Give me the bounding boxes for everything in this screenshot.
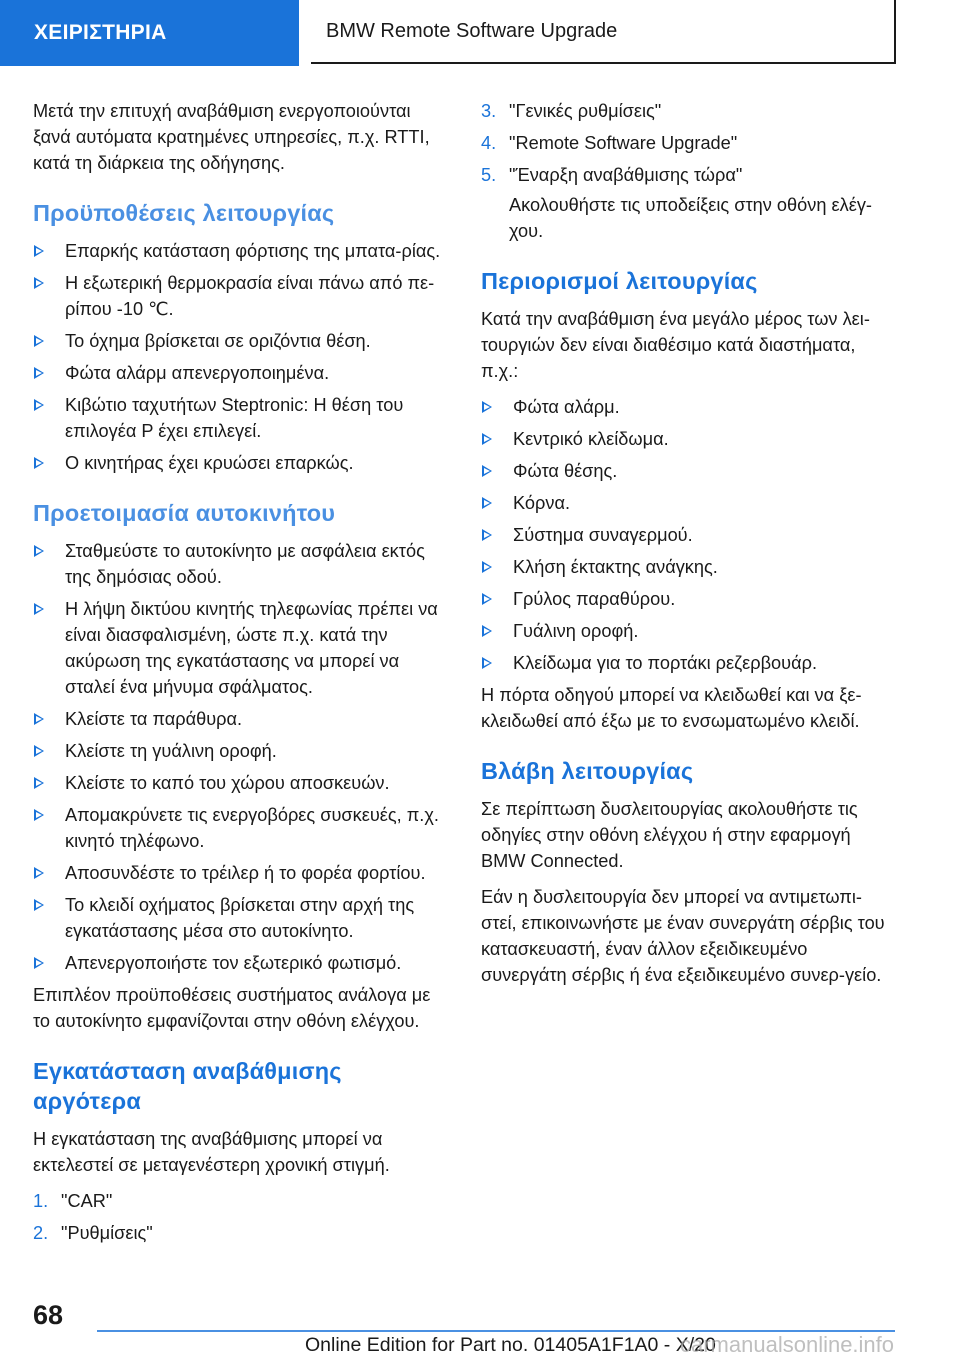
- list-item: Κλείστε τα παράθυρα.: [33, 706, 448, 732]
- step-number: 3.: [481, 101, 497, 121]
- triangle-bullet-icon: [482, 625, 492, 637]
- triangle-bullet-icon: [34, 899, 44, 911]
- triangle-bullet-icon: [482, 401, 492, 413]
- step-follow-text: Ακολουθήστε τις υποδείξεις στην οθόνη ελέγ‐χου.: [509, 195, 872, 241]
- step-number: 2.: [33, 1223, 49, 1243]
- list-item: Η εξωτερική θερμοκρασία είναι πάνω από πε‐ρίπου -10 ℃.: [33, 270, 448, 322]
- step-item: 3. "Γενικές ρυθμίσεις": [481, 98, 896, 124]
- section-tab: [0, 0, 299, 66]
- list-item: Φώτα αλάρμ.: [481, 394, 896, 420]
- chapter-title: BMW Remote Software Upgrade: [326, 19, 618, 42]
- heading-prerequisites: Προϋποθέσεις λειτουργίας: [33, 200, 335, 226]
- watermark: carmanualsonline.info: [680, 1332, 895, 1357]
- fault-paragraph-1: Σε περίπτωση δυσλειτουργίας ακολουθήστε τις οδηγίες στην οθόνη ελέγχου ή στην εφαρμογή BMW Connected.: [481, 799, 858, 871]
- limits-intro: Κατά την αναβάθμιση ένα μεγάλο μέρος των λει‐τουργιών δεν είναι διαθέσιμο κατά διαστήματα, π.χ.:: [481, 309, 870, 381]
- preparation-list: [33, 538, 448, 976]
- list-item: Αποσυνδέστε το τρέιλερ ή το φορέα φορτίου.: [33, 860, 448, 886]
- list-item: Σταθμεύστε το αυτοκίνητο με ασφάλεια εκτός της δημόσιας οδού.: [33, 538, 448, 590]
- intro-paragraph: Μετά την επιτυχή αναβάθμιση ενεργοποιούνται ξανά αυτόματα κρατημένες υπηρεσίες, π.χ. RTTI, κατά τη διάρκεια της οδήγησης.: [33, 101, 430, 173]
- heading-preparation: Προετοιμασία αυτοκινήτου: [33, 500, 336, 526]
- steps-list-left: [33, 1188, 448, 1246]
- heading-limits: Περιορισμοί λειτουργίας: [481, 268, 758, 294]
- triangle-bullet-icon: [34, 277, 44, 289]
- list-item: Κλείστε τη γυάλινη οροφή.: [33, 738, 448, 764]
- limits-list: [481, 394, 896, 676]
- list-item: Γρύλος παραθύρου.: [481, 586, 896, 612]
- steps-list-right: [481, 98, 896, 188]
- section-title: ΧΕΙΡΙΣΤΗΡΙΑ: [34, 21, 167, 44]
- step-item: 5. "Έναρξη αναβάθμισης τώρα": [481, 162, 896, 188]
- triangle-bullet-icon: [34, 367, 44, 379]
- triangle-bullet-icon: [34, 745, 44, 757]
- triangle-bullet-icon: [482, 433, 492, 445]
- triangle-bullet-icon: [482, 529, 492, 541]
- list-item: Φώτα αλάρμ απενεργοποιημένα.: [33, 360, 448, 386]
- list-item: Απενεργοποιήστε τον εξωτερικό φωτισμό.: [33, 950, 448, 976]
- triangle-bullet-icon: [34, 957, 44, 969]
- list-item: Ο κινητήρας έχει κρυώσει επαρκώς.: [33, 450, 448, 476]
- right-column: [481, 98, 896, 998]
- step-item: 1. "CAR": [33, 1188, 448, 1214]
- triangle-bullet-icon: [482, 561, 492, 573]
- list-item: Απομακρύνετε τις ενεργοβόρες συσκευές, π.χ. κινητό τηλέφωνο.: [33, 802, 448, 854]
- left-column: [33, 98, 448, 1252]
- footer-edition: Online Edition for Part no. 01405A1F1A0 - X/20: [305, 1334, 716, 1356]
- step-number: 5.: [481, 165, 497, 185]
- list-item: Κλείδωμα για το πορτάκι ρεζερβουάρ.: [481, 650, 896, 676]
- fault-paragraph-2: Εάν η δυσλειτουργία δεν μπορεί να αντιμετωπι‐στεί, επικοινωνήστε με έναν συνεργάτη σέρβις του κατασκευαστή, έναν άλλον εξειδικευμένο συνεργάτη σέρβις ή ένα εξειδικευμένο συνερ‐γείο.: [481, 887, 885, 985]
- step-number: 4.: [481, 133, 497, 153]
- additional-paragraph: Επιπλέον προϋποθέσεις συστήματος ανάλογα με το αυτοκίνητο εμφανίζονται στην οθόνη ελέγχου.: [33, 985, 431, 1031]
- triangle-bullet-icon: [482, 465, 492, 477]
- step-number: 1.: [33, 1191, 49, 1211]
- list-item: Η λήψη δικτύου κινητής τηλεφωνίας πρέπει να είναι διασφαλισμένη, ώστε π.χ. κατά την ακύρωση της εγκατάστασης να μπορεί να σταλεί ένα μήνυμα σφάλματος.: [33, 596, 448, 700]
- list-item: Επαρκής κατάσταση φόρτισης της μπατα‐ρίας.: [33, 238, 448, 264]
- triangle-bullet-icon: [34, 335, 44, 347]
- triangle-bullet-icon: [34, 545, 44, 557]
- triangle-bullet-icon: [482, 497, 492, 509]
- triangle-bullet-icon: [482, 593, 492, 605]
- list-item: Κόρνα.: [481, 490, 896, 516]
- triangle-bullet-icon: [34, 245, 44, 257]
- list-item: Το κλειδί οχήματος βρίσκεται στην αρχή της εγκατάστασης μέσα στο αυτοκίνητο.: [33, 892, 448, 944]
- triangle-bullet-icon: [34, 809, 44, 821]
- heading-fault: Βλάβη λειτουργίας: [481, 758, 694, 784]
- list-item: Το όχημα βρίσκεται σε οριζόντια θέση.: [33, 328, 448, 354]
- install-later-paragraph: Η εγκατάσταση της αναβάθμισης μπορεί να εκτελεστεί σε μεταγενέστερη χρονική στιγμή.: [33, 1129, 390, 1175]
- triangle-bullet-icon: [34, 713, 44, 725]
- triangle-bullet-icon: [34, 457, 44, 469]
- list-item: Κεντρικό κλείδωμα.: [481, 426, 896, 452]
- page-number: 68: [33, 1300, 64, 1330]
- triangle-bullet-icon: [34, 603, 44, 615]
- limits-after-paragraph: Η πόρτα οδηγού μπορεί να κλειδωθεί και να ξε‐κλειδωθεί από έξω με το ενσωματωμένο κλειδί.: [481, 685, 862, 731]
- triangle-bullet-icon: [34, 867, 44, 879]
- list-item: Γυάλινη οροφή.: [481, 618, 896, 644]
- list-item: Κλήση έκτακτης ανάγκης.: [481, 554, 896, 580]
- list-item: Σύστημα συναγερμού.: [481, 522, 896, 548]
- step-item: 4. "Remote Software Upgrade": [481, 130, 896, 156]
- triangle-bullet-icon: [34, 777, 44, 789]
- chapter-header: [311, 0, 896, 64]
- list-item: Κιβώτιο ταχυτήτων Steptronic: Η θέση του επιλογέα P έχει επιλεγεί.: [33, 392, 448, 444]
- step-item: 2. "Ρυθμίσεις": [33, 1220, 448, 1246]
- list-item: Κλείστε το καπό του χώρου αποσκευών.: [33, 770, 448, 796]
- triangle-bullet-icon: [482, 657, 492, 669]
- list-item: Φώτα θέσης.: [481, 458, 896, 484]
- heading-install-later: Εγκατάσταση αναβάθμισης αργότερα: [33, 1058, 342, 1114]
- prerequisites-list: [33, 238, 448, 476]
- triangle-bullet-icon: [34, 399, 44, 411]
